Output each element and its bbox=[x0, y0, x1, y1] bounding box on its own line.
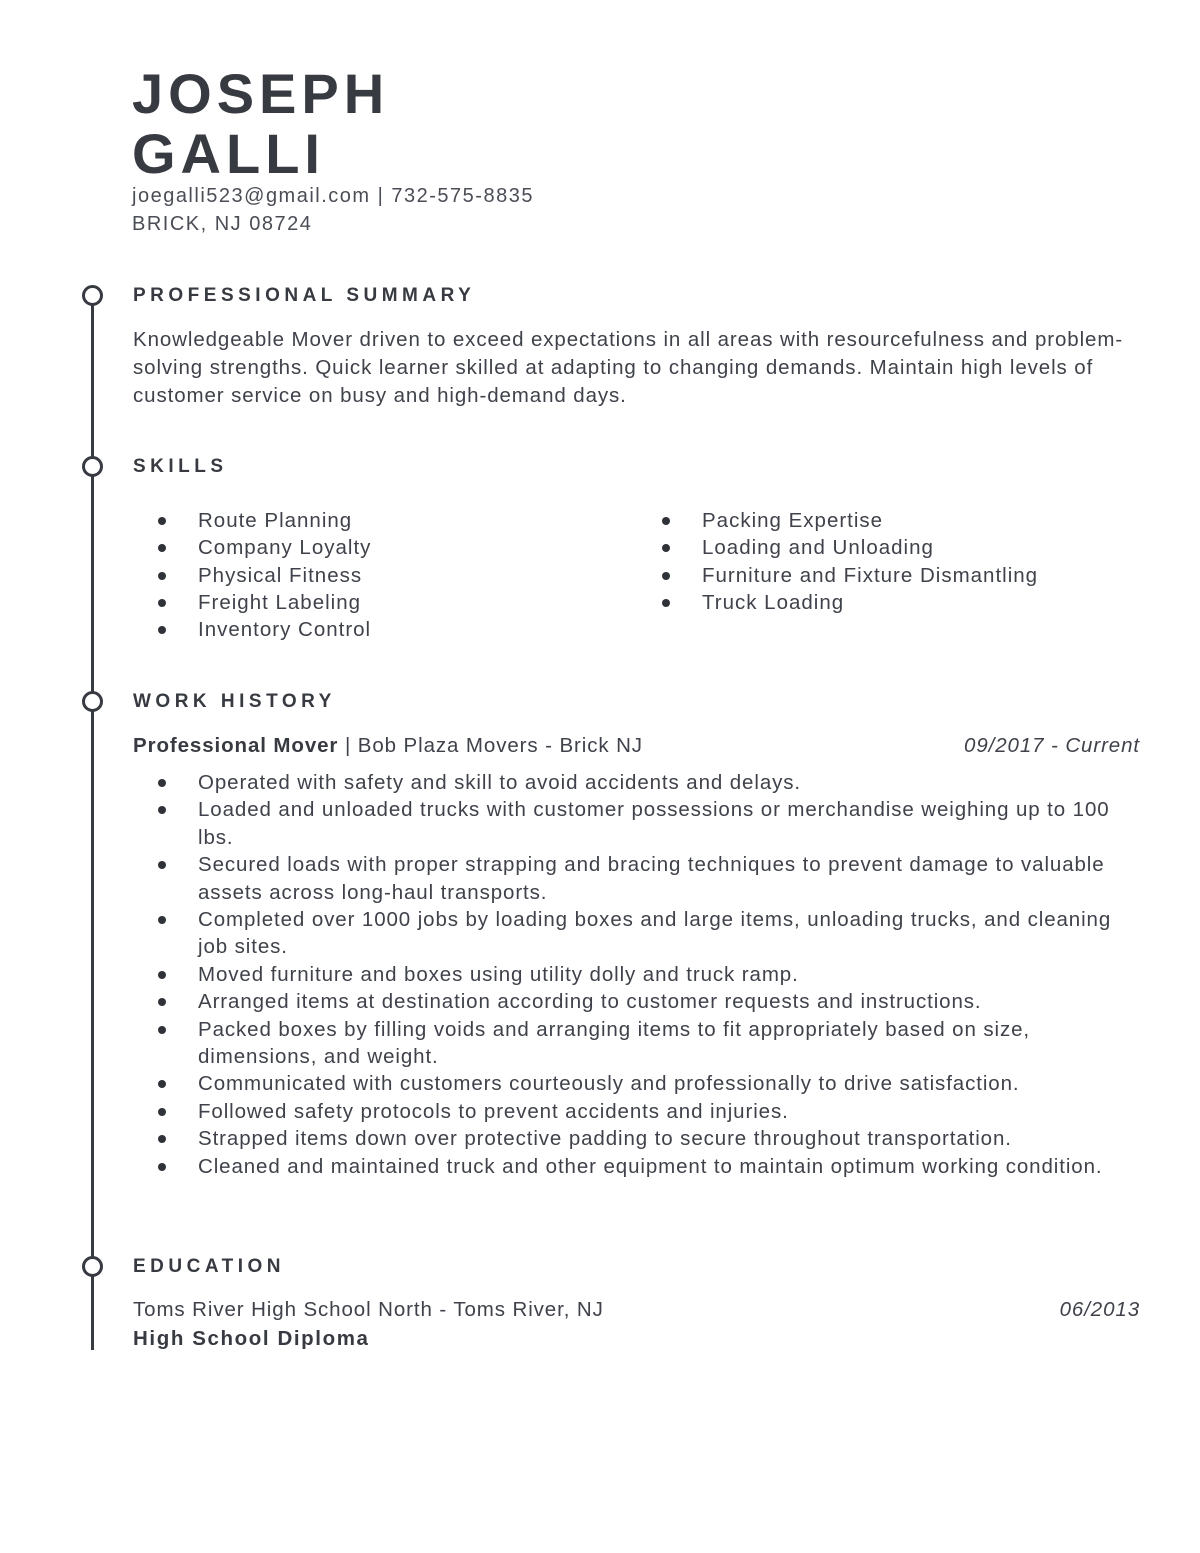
job-title: Professional Mover bbox=[133, 734, 339, 757]
job-bullet-text: Communicated with customers courteously and professionally to drive satisfaction. bbox=[198, 1072, 1020, 1096]
summary-heading: PROFESSIONAL SUMMARY bbox=[133, 285, 476, 306]
job-bullet bbox=[158, 796, 1138, 851]
bullet-icon bbox=[158, 1163, 166, 1171]
job-bullet-text: Packed boxes by filling voids and arranging items to fit appropriately based on size, dimensions, and weight. bbox=[198, 1017, 1031, 1069]
job-bullet bbox=[158, 1125, 1138, 1152]
job-bullet-text: Operated with safety and skill to avoid accidents and delays. bbox=[198, 771, 802, 794]
skill-item bbox=[158, 616, 371, 643]
bullet-icon bbox=[158, 998, 166, 1006]
job-bullet-text: Followed safety protocols to prevent accidents and injuries. bbox=[198, 1099, 789, 1123]
job-bullet bbox=[158, 769, 1138, 796]
summary-text: Knowledgeable Mover driven to exceed expectations in all areas with resourcefulness and problem-solving strengths. Quick learner skilled at adapting to changing demands. Maintain high levels of customer service on busy and high-demand days. bbox=[133, 328, 1124, 407]
timeline-node-education bbox=[82, 1256, 103, 1277]
job-bullet bbox=[158, 851, 1138, 906]
skill-label: Furniture and Fixture Dismantling bbox=[702, 563, 1039, 587]
education-line bbox=[133, 1296, 1140, 1324]
bullet-icon bbox=[158, 1026, 166, 1034]
school-name: Toms River High School North - Toms River, NJ bbox=[133, 1298, 604, 1321]
bullet-icon bbox=[662, 572, 670, 580]
last-name: GALLI bbox=[132, 122, 325, 185]
skill-item bbox=[158, 562, 371, 589]
bullet-icon bbox=[662, 517, 670, 525]
skill-label: Company Loyalty bbox=[198, 536, 372, 560]
job-bullet-list bbox=[158, 769, 1138, 1180]
job-header bbox=[133, 732, 1140, 760]
bullet-icon bbox=[662, 599, 670, 607]
skill-label: Packing Expertise bbox=[702, 509, 884, 532]
bullet-icon bbox=[158, 572, 166, 580]
job-bullet-text: Completed over 1000 jobs by loading boxes and large items, unloading trucks, and cleaning job sites. bbox=[198, 908, 1112, 959]
education-heading: EDUCATION bbox=[133, 1256, 286, 1277]
bullet-icon bbox=[158, 916, 166, 924]
job-bullet-text: Strapped items down over protective padding to secure throughout transportation. bbox=[198, 1127, 1012, 1151]
job-bullet-text: Loaded and unloaded trucks with customer possessions or merchandise weighing up to 100 lbs. bbox=[198, 798, 1110, 849]
contact-line bbox=[132, 183, 534, 209]
email-link[interactable]: joegalli523@gmail.com bbox=[132, 185, 371, 207]
job-bullet-text: Moved furniture and boxes using utility dolly and truck ramp. bbox=[198, 962, 799, 986]
bullet-icon bbox=[158, 1080, 166, 1088]
skill-item bbox=[158, 534, 371, 561]
skill-label: Freight Labeling bbox=[198, 590, 362, 614]
skills-heading: SKILLS bbox=[133, 456, 228, 477]
job-bullet bbox=[158, 906, 1138, 961]
location: BRICK, NJ 08724 bbox=[132, 213, 313, 235]
contact-separator: | bbox=[377, 185, 385, 207]
job-bullet-text: Secured loads with proper strapping and bracing techniques to prevent damage to valuable assets across long-haul transports. bbox=[198, 853, 1105, 904]
bullet-icon bbox=[158, 544, 166, 552]
first-name: JOSEPH bbox=[132, 62, 390, 125]
bullet-icon bbox=[158, 779, 166, 787]
phone-number: 732-575-8835 bbox=[391, 185, 534, 207]
job-bullet bbox=[158, 1016, 1138, 1071]
skill-item bbox=[662, 589, 1038, 616]
skill-label: Physical Fitness bbox=[198, 563, 363, 587]
skill-item bbox=[158, 589, 371, 616]
bullet-icon bbox=[158, 626, 166, 634]
job-bullet-text: Arranged items at destination according to customer requests and instructions. bbox=[198, 990, 982, 1014]
skill-label: Truck Loading bbox=[702, 590, 845, 614]
job-bullet bbox=[158, 961, 1138, 988]
job-bullet bbox=[158, 1098, 1138, 1125]
job-dates: 09/2017 - Current bbox=[964, 734, 1140, 757]
degree: High School Diploma bbox=[133, 1327, 370, 1350]
skills-list-right bbox=[662, 507, 1038, 616]
work-history-heading: WORK HISTORY bbox=[133, 691, 336, 712]
job-bullet bbox=[158, 988, 1138, 1015]
timeline-node-skills bbox=[82, 456, 103, 477]
bullet-icon bbox=[158, 517, 166, 525]
job-separator: | bbox=[344, 734, 352, 757]
timeline-node-work bbox=[82, 691, 103, 712]
bullet-icon bbox=[158, 599, 166, 607]
employer: Bob Plaza Movers - Brick NJ bbox=[357, 734, 643, 757]
bullet-icon bbox=[158, 1135, 166, 1143]
bullet-icon bbox=[158, 971, 166, 979]
job-bullet-text: Cleaned and maintained truck and other equipment to maintain optimum working condition. bbox=[198, 1154, 1103, 1178]
skill-item bbox=[158, 507, 371, 534]
skill-item bbox=[662, 507, 1038, 534]
graduation-date: 06/2013 bbox=[1059, 1298, 1140, 1321]
skill-label: Inventory Control bbox=[198, 618, 372, 642]
bullet-icon bbox=[158, 806, 166, 814]
job-bullet bbox=[158, 1153, 1138, 1180]
skill-item bbox=[662, 562, 1038, 589]
skill-label: Route Planning bbox=[198, 509, 353, 532]
bullet-icon bbox=[158, 1108, 166, 1116]
bullet-icon bbox=[158, 861, 166, 869]
bullet-icon bbox=[662, 544, 670, 552]
skill-item bbox=[662, 534, 1038, 561]
skill-label: Loading and Unloading bbox=[702, 536, 934, 560]
job-bullet bbox=[158, 1070, 1138, 1097]
timeline-node-summary bbox=[82, 285, 103, 306]
skills-list-left bbox=[158, 507, 371, 643]
